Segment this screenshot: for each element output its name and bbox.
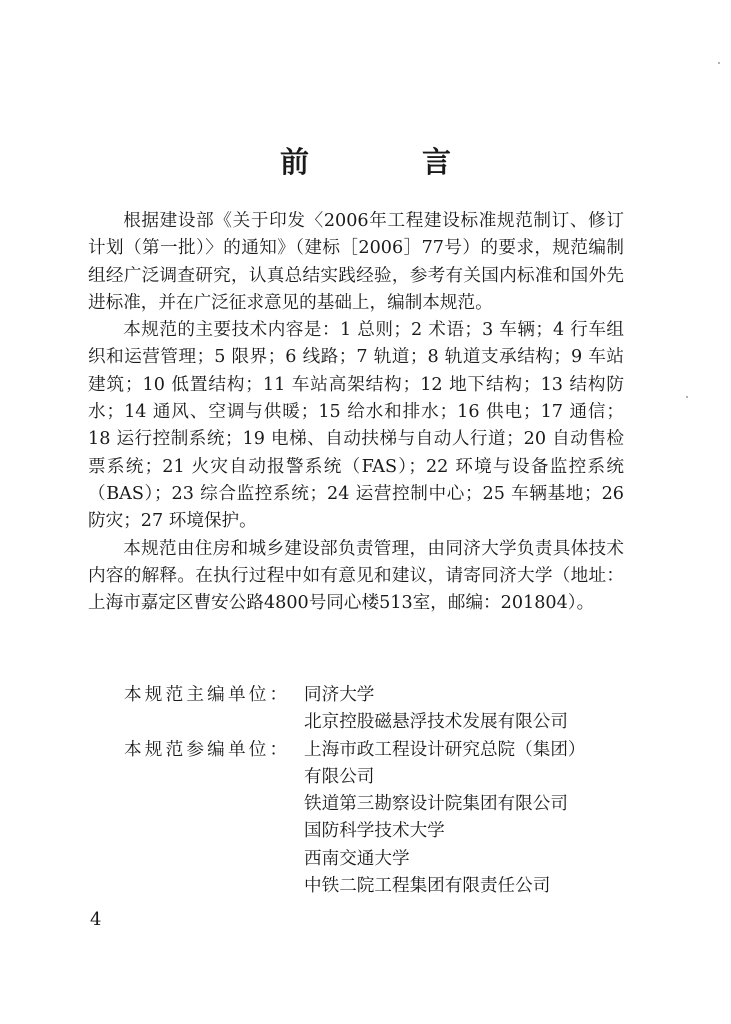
co-editor-list: [304, 737, 586, 901]
paragraph-contents: 本规范的主要技术内容是：1 总则；2 术语；3 车辆；4 行车组织和运营管理；5 限界；6 线路；7 轨道；8 轨道支承结构；9 车站建筑；10 低置结构；11 车站高架结构；12 地下结构；13 结构防水；14 通风、空调与供暖；15 给水和排水；16 供电；17 通信；18 运行控制系统；19 电梯、自动扶梯与自动人行道；20 自动售检票系统；21 火灾自动报警系统（FAS）；22 环境与设备监控系统（BAS）；23 综合监控系统；24 运营控制中心；25 车辆基地；26 防灾；27 环境保护。: [88, 320, 624, 532]
scan-speck: [718, 62, 720, 64]
co-editor-unit: 上海市政工程设计研究总院（集团）: [304, 739, 586, 760]
co-editor-unit: 西南交通大学: [304, 848, 410, 869]
chief-editor-unit: 同济大学: [304, 685, 375, 705]
scan-speck: [686, 396, 688, 398]
paragraph-management: 本规范由住房和城乡建设部负责管理，由同济大学负责具体技术内容的解释。在执行过程中如有意见和建议，请寄同济大学（地址：上海市嘉定区曹安公路4800号同心楼513室，邮编：201804）。: [88, 538, 624, 614]
chief-editor-row: [88, 682, 648, 737]
chief-editor-label: 本规范主编单位：: [124, 685, 291, 705]
co-editor-label: 本规范参编单位：: [124, 739, 291, 760]
co-editor-unit: 有限公司: [304, 766, 375, 787]
page-title: 前 言: [279, 145, 493, 179]
co-editor-unit: 国防科学技术大学: [304, 821, 445, 842]
co-editor-row: [88, 737, 648, 901]
editor-units: [88, 682, 648, 900]
preface-body: [88, 208, 624, 617]
co-editor-unit: 铁道第三勘察设计院集团有限公司: [304, 794, 568, 815]
chief-editor-list: [304, 682, 568, 737]
page-number: 4: [90, 909, 102, 930]
co-editor-unit: 中铁二院工程集团有限责任公司: [304, 876, 551, 897]
paragraph-basis: 根据建设部《关于印发〈2006年工程建设标准规范制订、修订计划（第一批）〉的通知》（建标［2006］77号）的要求，规范编制组经广泛调查研究，认真总结实践经验，参考有关国内标准和国外先进标准，并在广泛征求意见的基础上，编制本规范。: [88, 211, 624, 313]
chief-editor-unit: 北京控股磁悬浮技术发展有限公司: [304, 712, 568, 733]
